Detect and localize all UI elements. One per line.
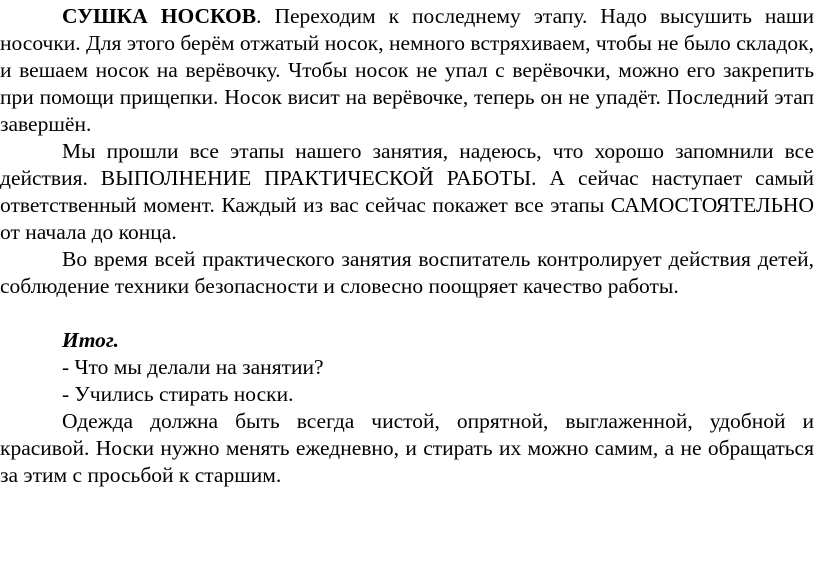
paragraph-drying-socks-text: . Переходим к последнему этапу. Надо высушить наши носочки. Для этого берём отжатый носок, немного встряхиваем, чтобы не было складок, и вешаем носок на верёвочку. Чтобы носок не упал с верёвочки, можно его закрепить при помощи прищепки. Носок висит на верёвочке, теперь он не упадёт. Последний этап завершён. [0, 4, 814, 136]
paragraph-practical-work: Мы прошли все этапы нашего занятия, надеюсь, что хорошо запомнили все действия. ВЫПОЛНЕНИЕ ПРАКТИЧЕСКОЙ РАБОТЫ. А сейчас наступает самый ответственный момент. Каждый из вас сейчас покажет все этапы САМОСТОЯТЕЛЬНО от начала до конца. [0, 139, 814, 244]
paragraph-teacher-control: Во время всей практического занятия воспитатель контролирует действия детей, соблюдение техники безопасности и словесно поощряет качество работы. [0, 247, 814, 298]
blank-line [0, 300, 814, 327]
document-page [0, 3, 814, 489]
summary-answer: - Учились стирать носки. [62, 382, 294, 406]
summary-heading: Итог. [62, 328, 119, 352]
summary-question: - Что мы делали на занятии? [62, 355, 324, 379]
paragraph-clothing: Одежда должна быть всегда чистой, опрятной, выглаженной, удобной и красивой. Носки нужно менять ежедневно, и стирать их можно самим, а не обращаться за этим с просьбой к старшим. [0, 409, 814, 487]
paragraph-drying-socks [0, 3, 814, 138]
section-heading-drying-socks: СУШКА НОСКОВ [62, 4, 257, 28]
